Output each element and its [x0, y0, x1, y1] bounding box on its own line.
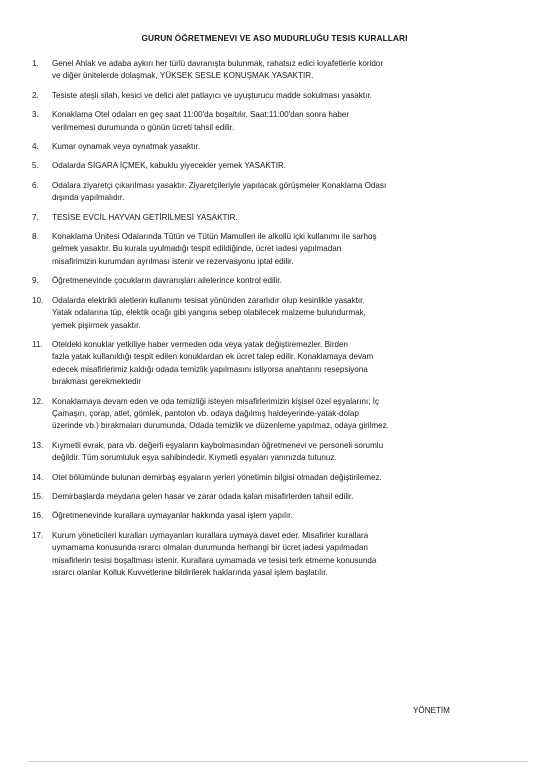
rule-text: Konaklama Otel odaları en geç saat 11:00'da boşaltılır. Saat:11:00'dan sonra haber verilmemesi durumunda o günün ücreti tahsil edilir. [52, 110, 350, 132]
rule-item [32, 58, 537, 83]
rule-text: Demirbaşlarda meydana gelen hasar ve zarar odada kalan misafirlerden tahsil edilir. [52, 491, 354, 501]
rule-item [32, 141, 537, 153]
rule-item [32, 295, 537, 332]
rule-number: 9. [32, 276, 39, 286]
rule-item [32, 491, 537, 503]
rule-text: TESİSE EVCİL HAYVAN GETİRİLMESİ YASAKTIR. [52, 212, 238, 222]
rule-text: Tesiste ateşli silah, kesici ve delici alet patlayıcı ve uyuşturucu madde sokulması yasaktır. [52, 90, 372, 100]
rule-text: Odalarda elektrikli aletlerin kullanımı tesisat yönünden zararlıdır olup kesinlikle yasaktır. Yatak odalarına tüp, elektik ocağı gibi yangına sebep olabilecek malzeme bulundurmak, yemek pişirmek yasaktır. [52, 295, 366, 330]
rule-text: Genel Ahlak ve adaba aykırı her türlü davranışta bulunmak, rahatsız edici kıyafetlerle koridor ve diğer ünitelerde dolaşmak, YÜKSEK SESLE KONUŞMAK YASAKTIR. [52, 59, 384, 81]
signature-label: YÖNETİM [413, 706, 450, 715]
document-title: GURUN ÖĞRETMENEVI VE ASO MUDURLUĞU TESIS KURALLARI [141, 33, 408, 43]
rule-number: 1. [32, 59, 39, 68]
rule-item [32, 160, 537, 172]
rule-text: Otel bölümünde bulunan demirbaş eşyaların yerleri yönetimin bilgisi olmadan değiştirilemez. [52, 472, 382, 482]
rule-item [32, 275, 537, 287]
rule-text: Kumar oynamak veya oynatmak yasaktır. [52, 142, 200, 152]
rule-text: Kıymetli evrak, para vb. değerli eşyaların kaybolmasından öğretmenevi ve personeli sorumlu değildir. Tüm sorumluluk eşya sahibindedir. Kıymetli eşyaları yanınızda tutunuz. [52, 440, 384, 463]
rule-text: Odalarda SİGARA İÇMEK, kabuklu yiyecekler yemek YASAKTIR. [52, 161, 287, 171]
rule-number: 13. [32, 440, 44, 450]
rule-number: 15. [32, 491, 44, 501]
rule-number: 11. [32, 339, 43, 349]
rule-number: 6. [32, 180, 39, 190]
rule-number: 4. [32, 142, 39, 152]
rule-text: Kurum yöneticileri kuralları uymayanları kurallara uymaya davet eder. Misafirler kurallara uymamama konusunda ısrarcı olmaları durumunda herhangi bir ücret iadesi yapılmadan misafirlerin tesisi boşaltması istenir. Kurallara uymamada ve tesisi terk etmeme konusunda ısrarcı olanlar Kolluk Kuvvetlerine bildirilerek haklarında yasal işlem başlatılır. [52, 530, 377, 577]
rule-item [32, 510, 537, 522]
rule-item [32, 109, 537, 134]
rule-number: 16. [32, 511, 44, 521]
rule-number: 7. [32, 212, 39, 222]
rule-text: Öğretmenevinde çocukların davranışları ailelerince kontrol edilir. [52, 276, 282, 286]
rule-item [32, 472, 537, 484]
rule-number: 14. [32, 472, 44, 482]
rule-text: Konaklamaya devam eden ve oda temizliği isteyen misafirlerimizin kişisel özel eşyalarını; İç Çamaşırı, çorap, atlet, gömlek, pantolon vb. odaya dağılmış haldeyerinde-yatak-dolap üzerinde vb.) bırakmaları durumunda, Odada temizlik ve düzenleme yapılmaz, odaya girilmez. [52, 396, 389, 431]
rules-list [32, 58, 537, 586]
rule-number: 5. [32, 161, 39, 171]
rule-text: Konaklama Ünitesi Odalarında Tütün ve Tütün Mamulleri ile alkollü içki kullanımı ile sarhoş gelmek yasaktır. Bu kurala uyulmadığı tespit edildiğinde, ücret iadesi yapılmadan misafirimizin kurumdan ayrılması istenir ve rezervasyonu iptal edilir. [52, 232, 377, 266]
rule-text: Oteldeki konuklar yetkiliye haber vermeden oda veya yatak değiştiremezler. Birden fazla yatak kullanıldığı tespit edilen konuklardan ek ücret talep edilir. Konaklamaya devam edecek misafirlerimiz kaldığı odada temizlik yapılmasını istiyorsa anahtarını resepsiyona bırakması gerekmektedir [52, 339, 374, 387]
rule-item [32, 212, 537, 224]
rule-number: 3. [32, 110, 39, 120]
rule-number: 17. [32, 530, 44, 540]
rule-item [32, 90, 537, 102]
rule-item [32, 440, 537, 465]
rule-number: 2. [32, 90, 39, 100]
rule-number: 12. [32, 396, 44, 406]
rule-item [32, 231, 537, 268]
rule-item [32, 339, 537, 389]
bottom-divider [28, 761, 528, 762]
rule-item [32, 396, 537, 433]
rule-number: 8. [32, 232, 39, 242]
rule-text: Öğretmenevinde kurallara uymayanlar hakkında yasal işlem yapılır. [52, 511, 293, 521]
rule-number: 10. [32, 295, 44, 305]
rule-item [32, 530, 537, 580]
rule-item [32, 180, 537, 205]
rule-text: Odalara ziyaretçi çıkarılması yasaktır. Ziyaretçileriyle yapılacak görüşmeler Konaklama Odası dışında yapılmalıdır. [52, 180, 387, 203]
